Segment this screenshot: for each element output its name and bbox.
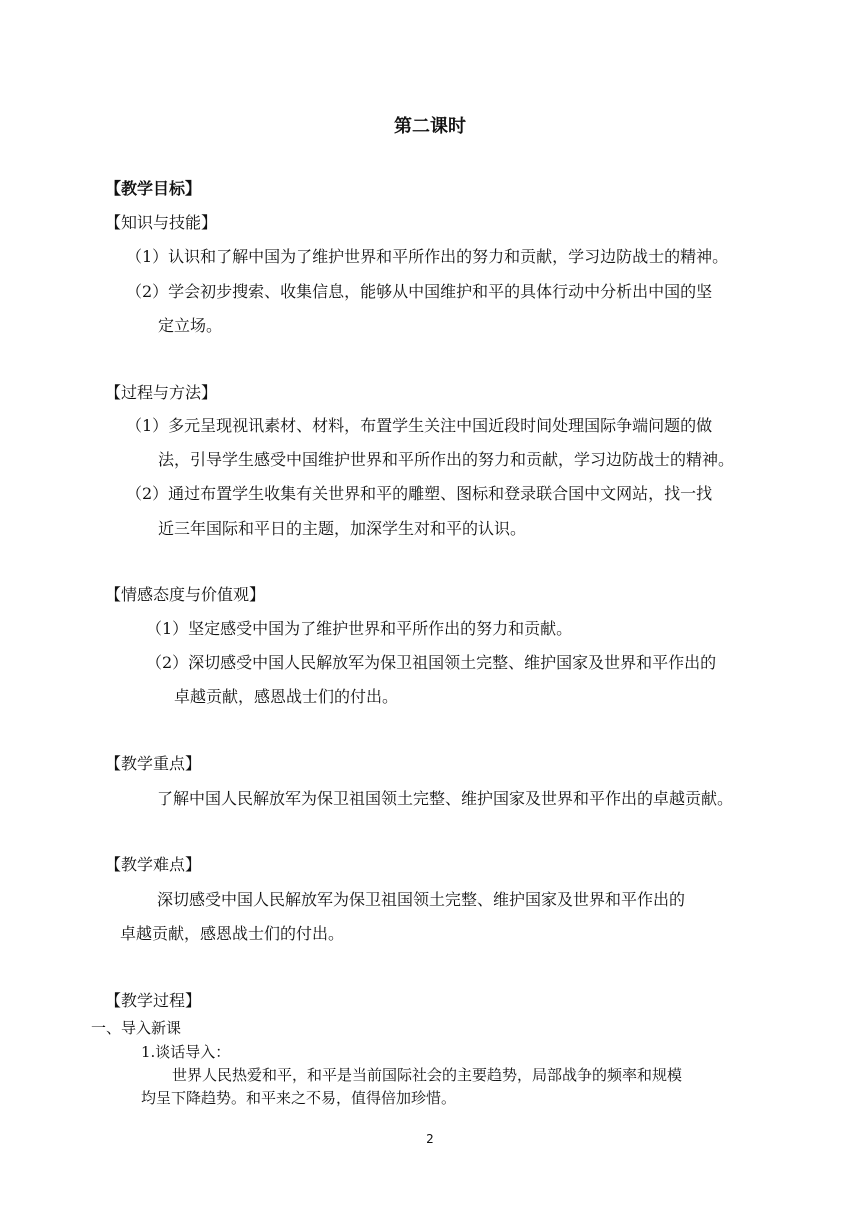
subsection-1-title: 1.谈话导入： (141, 1043, 231, 1061)
process-item-1-line-2: 法，引导学生感受中国维护世界和平所作出的努力和贡献，学习边防战士的精神。 (158, 450, 735, 469)
knowledge-item-2-line-2: 定立场。 (158, 316, 223, 335)
process-heading: 【过程与方法】 (105, 383, 218, 402)
page-number: 2 (426, 1132, 434, 1146)
difficulty-line-2: 卓越贡献，感恩战士们的付出。 (120, 924, 345, 943)
process-item-1-line-1: （1）多元呈现视讯素材、材料，布置学生关注中国近段时间处理国际争端问题的做 (126, 416, 713, 435)
intro-paragraph-line-2: 均呈下降趋势。和平来之不易，值得倍加珍惜。 (141, 1089, 457, 1107)
key-point-text: 了解中国人民解放军为保卫祖国领土完整、维护国家及世界和平作出的卓越贡献。 (157, 789, 734, 808)
key-point-heading: 【教学重点】 (105, 754, 202, 773)
difficulty-heading: 【教学难点】 (105, 855, 202, 874)
knowledge-heading: 【知识与技能】 (105, 213, 218, 232)
knowledge-item-1: （1）认识和了解中国为了维护世界和平所作出的努力和贡献，学习边防战士的精神。 (126, 247, 729, 266)
intro-paragraph-line-1: 世界人民热爱和平，和平是当前国际社会的主要趋势，局部战争的频率和规模 (172, 1066, 683, 1084)
procedure-heading: 【教学过程】 (105, 991, 202, 1010)
page-title: 第二课时 (394, 116, 466, 137)
knowledge-item-2-line-1: （2）学会初步搜索、收集信息，能够从中国维护和平的具体行动中分析出中国的坚 (126, 282, 713, 301)
emotion-heading: 【情感态度与价值观】 (105, 585, 266, 604)
process-item-2-line-2: 近三年国际和平日的主题，加深学生对和平的认识。 (158, 519, 527, 538)
emotion-item-1: （1）坚定感受中国为了维护世界和平所作出的努力和贡献。 (146, 619, 573, 638)
emotion-item-2-line-2: 卓越贡献，感恩战士们的付出。 (174, 687, 399, 706)
section-1-title: 一、导入新课 (91, 1019, 182, 1037)
process-item-2-line-1: （2）通过布置学生收集有关世界和平的雕塑、图标和登录联合国中文网站，找一找 (126, 484, 713, 503)
objectives-heading: 【教学目标】 (105, 179, 202, 198)
emotion-item-2-line-1: （2）深切感受中国人民解放军为保卫祖国领土完整、维护国家及世界和平作出的 (146, 653, 717, 672)
difficulty-line-1: 深切感受中国人民解放军为保卫祖国领土完整、维护国家及世界和平作出的 (157, 890, 686, 909)
